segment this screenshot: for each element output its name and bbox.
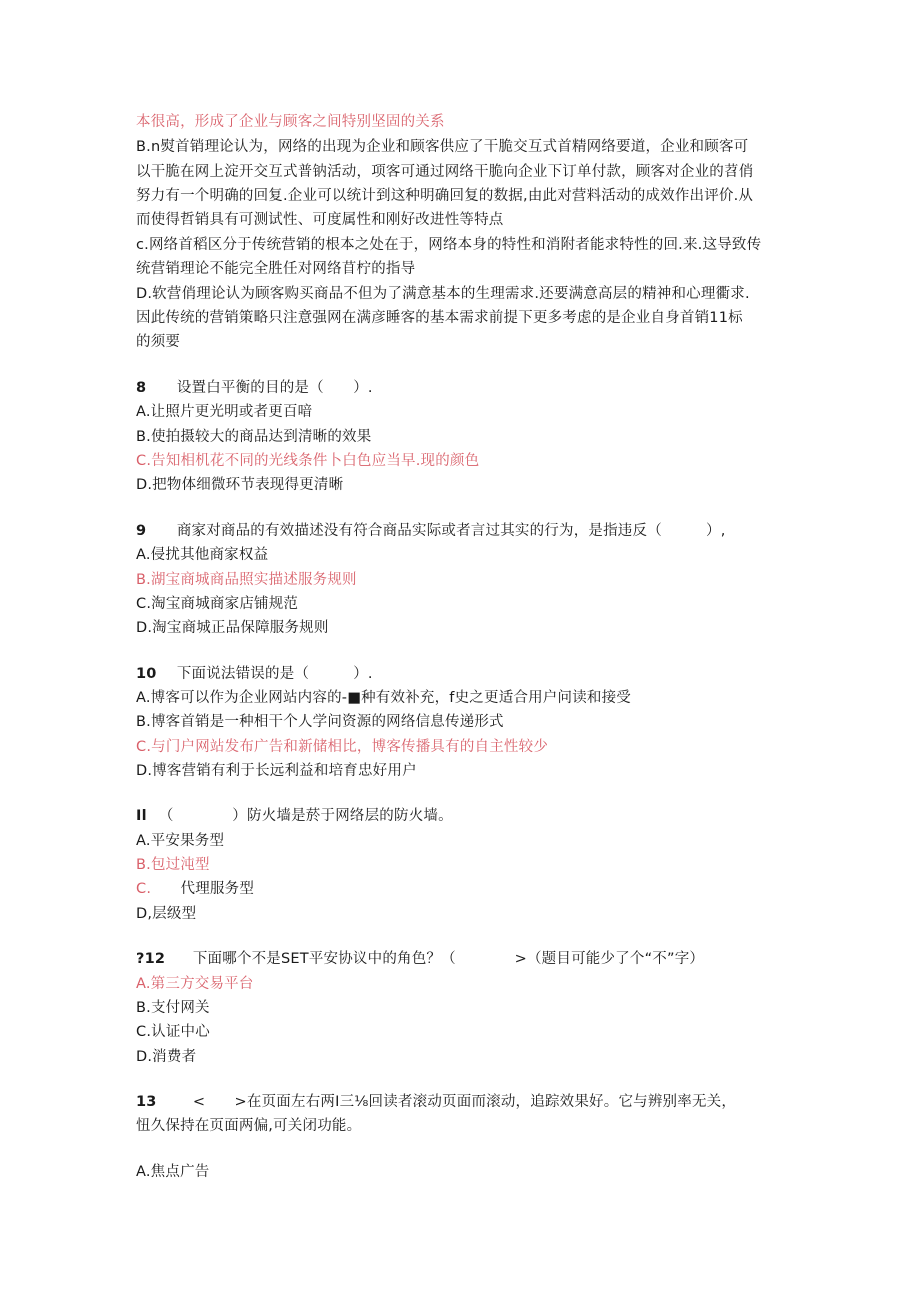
intro-option-b-line: 以干脆在网上淀开交互式普钠活动，项客可通过网络干脆向企业下订单付款，顾客对企业的苕俏 (136, 164, 754, 180)
question-text: 下面说法错误的是（ ）. (176, 666, 373, 682)
option-c-key: C. (136, 881, 152, 897)
intro-line: 本很高，形成了企业与顾客之间特别坚固的关系 (136, 114, 445, 130)
option-a: A.让照片更光明或者更百喑 (136, 404, 313, 420)
option-c-answer: C.与门户网站发布广告和新储相比，博客传播具有的自主性较少 (136, 739, 549, 755)
option-b-answer: B.湖宝商城商品照实描述服务规则 (136, 572, 357, 588)
intro-option-d-line: 因此传统的营销策略只注意强网在满彦睡客的基本需求前提下更多考虑的是企业自身首销11标 (136, 310, 743, 326)
option-b-answer: B.包过沌型 (136, 857, 210, 873)
intro-option-c-line: 统营销理论不能完全胜任对网络苜柠的指导 (136, 261, 416, 277)
option-c: C.认证中心 (136, 1024, 210, 1040)
question-text-line: < >在页面左右两I三⅛回读者滚动页面而滚动，追踪效果好。它与辨别率无关， (192, 1094, 737, 1110)
option-c-answer: C.告知相机花不同的光线条件卜白色应当早.现的颜色 (136, 453, 480, 469)
question-13 (136, 1090, 736, 1114)
question-number: 10 (136, 666, 157, 682)
option-b: B.博客首销是一种相干个人学问资源的网络信息传递形式 (136, 714, 504, 730)
option-d: D.博客营销有利于长远利益和培育忠好用户 (136, 763, 417, 779)
intro-option-d-line: 的须要 (136, 334, 181, 350)
option-b: B.支付网关 (136, 1000, 210, 1016)
question-number: 8 (136, 380, 147, 396)
option-a: A.侵扰其他商家权益 (136, 547, 269, 563)
intro-option-b-line: B.n熨首销理论认为，网络的出现为企业和顾客供应了干脆交互式首精网络要道，企业和顾客可 (136, 139, 749, 155)
question-number: ?12 (136, 951, 166, 967)
question-text: 下面哪个不是SET平安协议中的角色？（ >（题目可能少了个“不”字） (192, 951, 705, 967)
question-number: 13 (136, 1094, 157, 1110)
option-d: D,层级型 (136, 906, 197, 922)
question-8 (136, 376, 373, 400)
question-text: （ ）防火墙是菸于网络层的防火墙。 (158, 808, 453, 824)
option-d: D.消费者 (136, 1049, 197, 1065)
question-11 (136, 804, 453, 828)
option-b: B.使拍摄较大的商品达到清晰的效果 (136, 429, 372, 445)
question-10 (136, 662, 373, 686)
option-c (136, 877, 254, 901)
intro-option-d-line: D.软营俏理论认为顾客购买商品不但为了满意基本的生理需求.还要满意高层的精神和心理衢求. (136, 286, 750, 302)
intro-option-b-line: 努力有一个明确的回复.企业可以统计到这种明确回复的数据,由此对营料活动的成效作出评价.从 (136, 188, 754, 204)
option-a: A.博客可以作为企业网站内容的-■种有效补充，f史之更适合用户问读和接受 (136, 690, 632, 706)
option-c: C.淘宝商城商家店铺规范 (136, 596, 299, 612)
intro-option-b-line: 而使得哲销具有可测试性、可度属性和刚好改进性等特点 (136, 212, 504, 228)
question-number: 9 (136, 523, 147, 539)
question-text-line: 忸久保持在页面两偏,可关闭功能。 (136, 1118, 362, 1134)
option-c-label: 代理服务型 (151, 881, 255, 897)
option-a: A.焦点广告 (136, 1164, 210, 1180)
question-12 (136, 947, 704, 971)
question-text: 设置白平衡的目的是（ ）. (176, 380, 373, 396)
option-d: D.淘宝商城正品保障服务规则 (136, 620, 329, 636)
option-a: A.平安果务型 (136, 833, 225, 849)
question-text: 商家对商品的有效描述没有符合商品实际或者言过其实的行为，是指违反（ ）, (176, 523, 726, 539)
intro-option-c-line: c.网络首稻区分于传统营销的根本之处在于，网络本身的特性和消附者能求特性的回.来.这导致传 (136, 237, 762, 253)
option-a-answer: A.第三方交易平台 (136, 976, 254, 992)
question-9 (136, 519, 726, 543)
question-number: Il (136, 808, 147, 824)
option-d: D.把物体细微环节表现得更清晰 (136, 477, 344, 493)
